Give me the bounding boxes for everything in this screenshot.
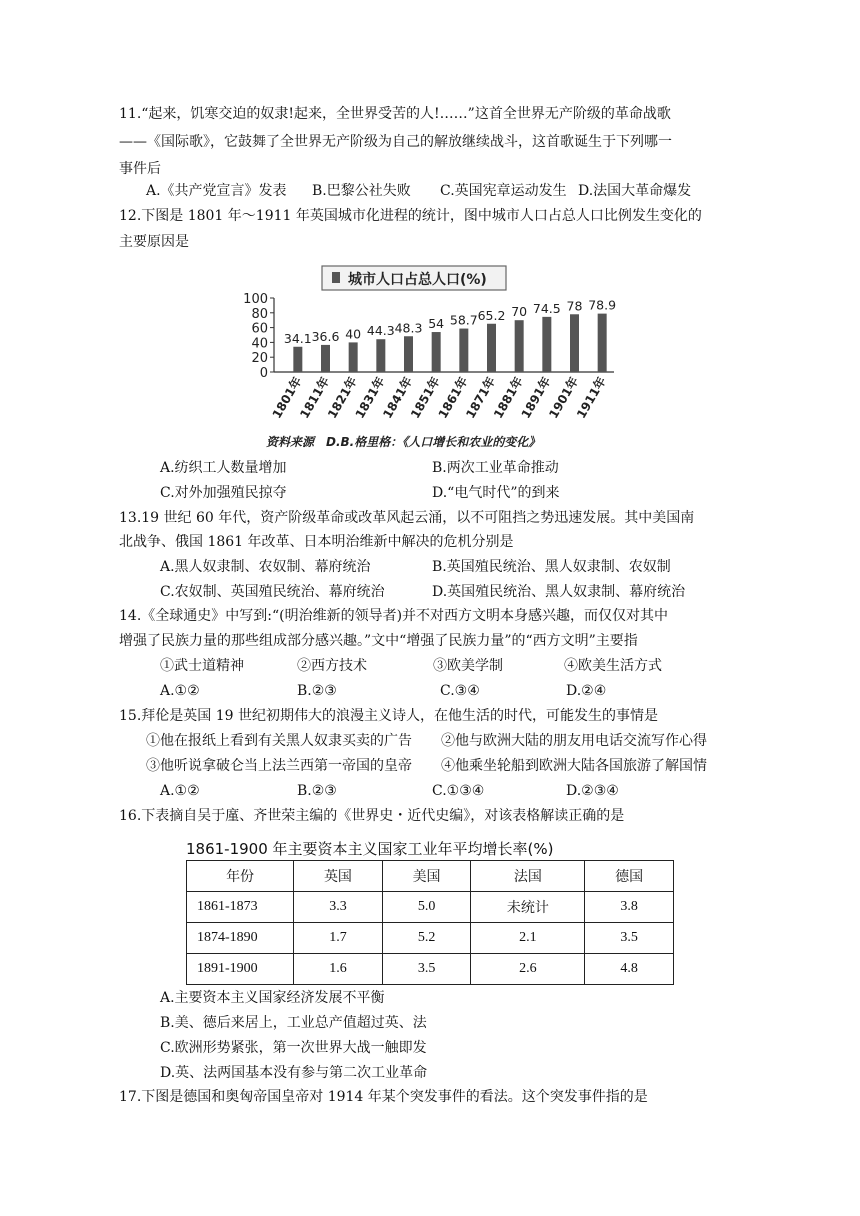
table-header-year: 年份	[187, 861, 294, 892]
table-title: 1861-1900 年主要资本主义国家工业年平均增长率(%)	[186, 840, 554, 858]
table-cell: 3.3	[294, 892, 383, 923]
table-cell: 1861-1873	[187, 892, 294, 923]
x-tick-label: 1881年	[490, 374, 526, 421]
table-cell: 2.6	[471, 954, 585, 985]
chart-title-box	[322, 266, 506, 290]
chart-bar	[598, 314, 607, 372]
q15-stem-line1: 15.拜伦是英国 19 世纪初期伟大的浪漫主义诗人，在他生活的时代，可能发生的事情是	[119, 708, 658, 724]
chart-bar	[293, 347, 302, 372]
chart-bar	[570, 314, 579, 372]
y-tick-label: 80	[251, 306, 268, 322]
q13-stem-line1: 13.19 世纪 60 年代，资产阶级革命或改革风起云涌，以不可阻挡之势迅速发展。其中美国南	[119, 510, 695, 526]
chart-bar	[515, 320, 524, 372]
chart-bar	[349, 342, 358, 372]
chart-bar	[487, 324, 496, 372]
table-cell: 1874-1890	[187, 923, 294, 954]
q14-option-b: B.②③	[297, 683, 337, 699]
chart-bar	[321, 345, 330, 372]
q16-option-c: C.欧洲形势紧张，第一次世界大战一触即发	[160, 1040, 427, 1056]
x-tick-label: 1871年	[463, 374, 499, 421]
x-tick-label: 1801年	[269, 374, 305, 421]
q14-item-2: ②西方技术	[297, 658, 367, 674]
x-tick-label: 1811年	[297, 374, 333, 421]
q11-stem-line2: ——《国际歌》，它鼓舞了全世界无产阶级为自己的解放继续战斗，这首歌诞生于下列哪一	[119, 134, 672, 150]
x-tick-label: 1821年	[324, 374, 360, 421]
q11-stem-line3: 事件后	[119, 161, 161, 177]
table-row	[187, 954, 674, 985]
q13-option-c: C.农奴制、英国殖民统治、幕府统治	[160, 584, 385, 600]
table-header-row	[187, 861, 674, 892]
q14-option-a: A.①②	[160, 683, 200, 699]
table-row	[187, 923, 674, 954]
chart-svg	[238, 262, 618, 458]
table-cell: 3.5	[382, 954, 471, 985]
q11-option-c: C.英国宪章运动发生	[440, 183, 567, 199]
chart-bars	[284, 298, 616, 372]
bar-value-label: 48.3	[394, 320, 423, 336]
bar-value-label: 34.1	[283, 330, 312, 346]
table-cell: 未统计	[471, 892, 585, 923]
q13-option-b: B.英国殖民统治、黑人奴隶制、农奴制	[432, 559, 671, 575]
q12-stem-line1: 12.下图是 1801 年～1911 年英国城市化进程的统计，图中城市人口占总人口比例发生变化的	[119, 208, 702, 224]
bar-value-label: 74.5	[532, 300, 561, 316]
bar-value-label: 54	[428, 316, 445, 332]
q15-item-4: ④他乘坐轮船到欧洲大陆各国旅游了解国情	[441, 758, 707, 774]
bar-value-label: 78	[566, 298, 583, 314]
table-cell: 5.0	[382, 892, 471, 923]
q11-option-a: A.《共产党宣言》发表	[146, 183, 287, 199]
table-cell: 3.8	[585, 892, 674, 923]
table-cell: 2.1	[471, 923, 585, 954]
q13-stem-line2: 北战争、俄国 1861 年改革、日本明治维新中解决的危机分别是	[119, 534, 514, 550]
q14-item-1: ①武士道精神	[160, 658, 244, 674]
chart-bar	[404, 336, 413, 372]
y-tick-label: 60	[251, 321, 268, 337]
table-header-usa: 美国	[382, 861, 471, 892]
q12-option-a: A.纺织工人数量增加	[160, 460, 287, 476]
table-header-germany: 德国	[585, 861, 674, 892]
q14-item-4: ④欧美生活方式	[564, 658, 662, 674]
y-tick-label: 40	[251, 336, 268, 352]
bar-value-label: 78.9	[588, 297, 617, 313]
bar-value-label: 36.6	[311, 328, 340, 344]
bar-value-label: 44.3	[366, 323, 395, 339]
chart-bar	[542, 317, 551, 372]
x-tick-label: 1911年	[573, 374, 609, 421]
table-header-britain: 英国	[294, 861, 383, 892]
chart-title: 城市人口占总人口(%)	[348, 272, 487, 288]
table-cell: 1891-1900	[187, 954, 294, 985]
q14-option-c: C.③④	[440, 683, 480, 699]
q16-stem-line1: 16.下表摘自吴于廑、齐世荣主编的《世界史・近代史编》，对该表格解读正确的是	[119, 808, 625, 824]
chart-bar	[376, 339, 385, 372]
chart-bar	[432, 332, 441, 372]
x-tick-label: 1861年	[435, 374, 471, 421]
q12-option-b: B.两次工业革命推动	[432, 460, 559, 476]
x-tick-label: 1901年	[546, 374, 582, 421]
q14-item-3: ③欧美学制	[433, 658, 503, 674]
q13-option-a: A.黑人奴隶制、农奴制、幕府统治	[160, 559, 371, 575]
q15-option-c: C.①③④	[432, 783, 485, 799]
q16-option-b: B.美、德后来居上，工业总产值超过英、法	[160, 1015, 427, 1031]
legend-swatch	[332, 272, 340, 283]
q16-option-d: D.英、法两国基本没有参与第二次工业革命	[160, 1065, 428, 1081]
growth-rate-table	[186, 860, 674, 985]
table-cell: 1.6	[294, 954, 383, 985]
table-cell: 3.5	[585, 923, 674, 954]
q12-option-c: C.对外加强殖民掠夺	[160, 485, 287, 501]
q15-option-d: D.②③④	[566, 783, 619, 799]
chart-source: 资料来源 D.B.格里格：《人口增长和农业的变化》	[266, 435, 541, 449]
q11-option-d: D.法国大革命爆发	[578, 183, 692, 199]
table-cell: 1.7	[294, 923, 383, 954]
x-tick-label: 1831年	[352, 374, 388, 421]
bar-value-label: 40	[345, 326, 362, 342]
q11-option-b: B.巴黎公社失败	[312, 183, 411, 199]
q15-item-3: ③他听说拿破仑当上法兰西第一帝国的皇帝	[146, 758, 412, 774]
q14-stem-line2: 增强了民族力量的那些组成部分感兴趣。”文中“增强了民族力量”的“西方文明”主要指	[119, 633, 638, 649]
x-tick-label: 1841年	[380, 374, 416, 421]
y-tick-label: 20	[251, 351, 268, 367]
q15-item-2: ②他与欧洲大陆的朋友用电话交流写作心得	[441, 733, 707, 749]
q16-option-a: A.主要资本主义国家经济发展不平衡	[160, 990, 385, 1006]
table-cell: 5.2	[382, 923, 471, 954]
chart-bar	[459, 329, 468, 372]
table-row	[187, 892, 674, 923]
q14-option-d: D.②④	[566, 683, 607, 699]
table-cell: 4.8	[585, 954, 674, 985]
bar-value-label: 58.7	[449, 312, 478, 328]
chart-x-tick-labels	[269, 374, 609, 421]
q13-option-d: D.英国殖民统治、黑人奴隶制、幕府统治	[432, 584, 686, 600]
bar-value-label: 70	[511, 304, 528, 320]
y-tick-label: 0	[259, 366, 268, 381]
q11-stem-line1: 11.“起来，饥寒交迫的奴隶!起来，全世界受苦的人!……”这首全世界无产阶级的革命战歌	[119, 106, 671, 122]
q15-option-b: B.②③	[297, 783, 337, 799]
y-tick-label: 100	[243, 292, 268, 307]
x-tick-label: 1851年	[407, 374, 443, 421]
q15-item-1: ①他在报纸上看到有关黑人奴隶买卖的广告	[146, 733, 412, 749]
q12-stem-line2: 主要原因是	[119, 234, 189, 250]
q14-stem-line1: 14.《全球通史》中写到:“(明治维新的领导者)并不对西方文明本身感兴趣，而仅仅对其中	[119, 608, 669, 624]
table-header-france: 法国	[471, 861, 585, 892]
q15-option-a: A.①②	[160, 783, 200, 799]
q17-stem-line1: 17.下图是德国和奥匈帝国皇帝对 1914 年某个突发事件的看法。这个突发事件指的是	[119, 1089, 648, 1105]
q12-option-d: D.“电气时代”的到来	[432, 485, 560, 501]
urbanization-bar-chart	[238, 262, 618, 458]
bar-value-label: 65.2	[477, 307, 506, 323]
x-tick-label: 1891年	[518, 374, 554, 421]
